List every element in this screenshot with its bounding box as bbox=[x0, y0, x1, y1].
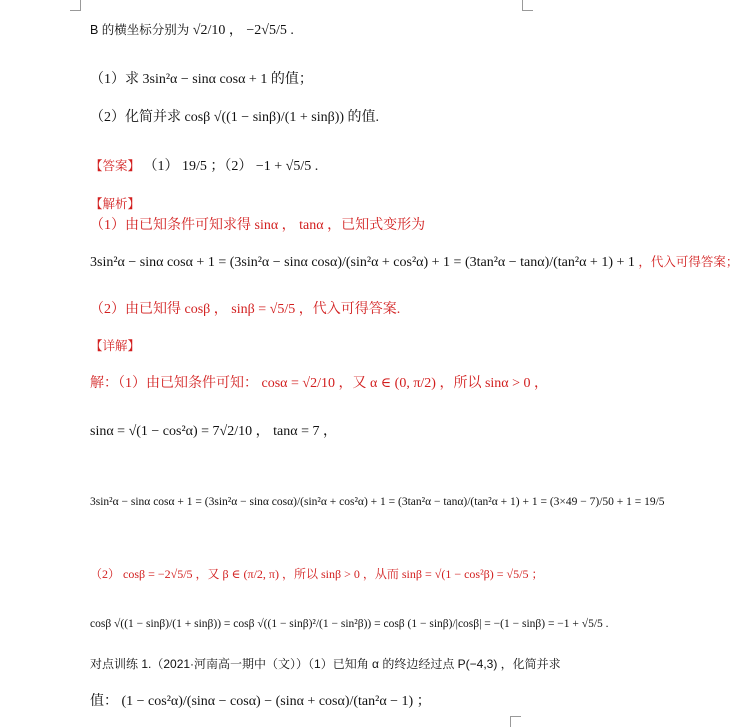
coordinates-text: B 的横坐标分别为 bbox=[90, 23, 190, 37]
coordinates-math: √2/10 ， −2√5/5 . bbox=[192, 23, 294, 38]
answer-tag: 【答案】 bbox=[90, 159, 141, 173]
exercise-line-2: 值： (1 − cos²α)/(sinα − cosα) − (sinα + cosα)/(tan²α − 1) ； bbox=[90, 694, 431, 709]
detail-step-1: 解：（1）由已知条件可知： cosα = √2/10 ，又 α ∈ (0, π/2) ，所以 sinα > 0 ， bbox=[90, 376, 549, 391]
corner-mark-top-left bbox=[70, 0, 81, 11]
question-2: （2）化简并求 cosβ √((1 − sinβ)/(1 + sinβ)) 的值. bbox=[90, 110, 380, 125]
detail-step-4: （2） cosβ = −2√5/5 ，又 β ∈ (π/2, π) ，所以 sinβ > 0 ，从而 sinβ = √(1 − cos²β) = √5/5 ； bbox=[90, 567, 544, 581]
analysis-equation-tail: ，代入可得答案； bbox=[638, 255, 738, 269]
analysis-equation-line bbox=[90, 254, 738, 271]
answer-body: （1） 19/5 ；（2） −1 + √5/5 . bbox=[143, 159, 319, 174]
analysis-step-1: （1）由已知条件可知求得 sinα ， tanα ，已知式变形为 bbox=[90, 218, 426, 233]
detail-step-3: 3sin²α − sinα cosα + 1 = (3sin²α − sinα cosα)/(sin²α + cos²α) + 1 = (3tan²α − tanα)/(tan²α + 1) + 1 = (3×49 − 7)/50 + 1 = 19/5 bbox=[90, 496, 665, 508]
analysis-tag: 【解析】 bbox=[90, 197, 141, 211]
question-1: （1）求 3sin²α − sinα cosα + 1 的值； bbox=[90, 72, 313, 87]
coordinates-line bbox=[90, 22, 294, 39]
corner-mark-top-right bbox=[522, 0, 533, 11]
detail-step-2: sinα = √(1 − cos²α) = 7√2/10 ， tanα = 7 ， bbox=[90, 424, 337, 439]
analysis-step-2: （2）由已知得 cosβ ， sinβ = √5/5 ，代入可得答案. bbox=[90, 302, 401, 317]
analysis-equation: 3sin²α − sinα cosα + 1 = (3sin²α − sinα cosα)/(sin²α + cos²α) + 1 = (3tan²α − tanα)/(tan²α + 1) + 1 bbox=[90, 255, 635, 270]
exercise-line: 对点训练 1.（2021·河南高一期中（文））（1）已知角 α 的终边经过点 P(−4,3) ，化简并求 bbox=[90, 657, 561, 671]
detail-tag: 【详解】 bbox=[90, 339, 141, 353]
answer-line bbox=[90, 158, 318, 175]
detail-step-5: cosβ √((1 − sinβ)/(1 + sinβ)) = cosβ √((1 − sinβ)²/(1 − sin²β)) = cosβ (1 − sinβ)/|cosβ| = −(1 − sinβ) = −1 + √5/5 . bbox=[90, 618, 609, 630]
corner-mark-bottom-right bbox=[510, 716, 521, 727]
